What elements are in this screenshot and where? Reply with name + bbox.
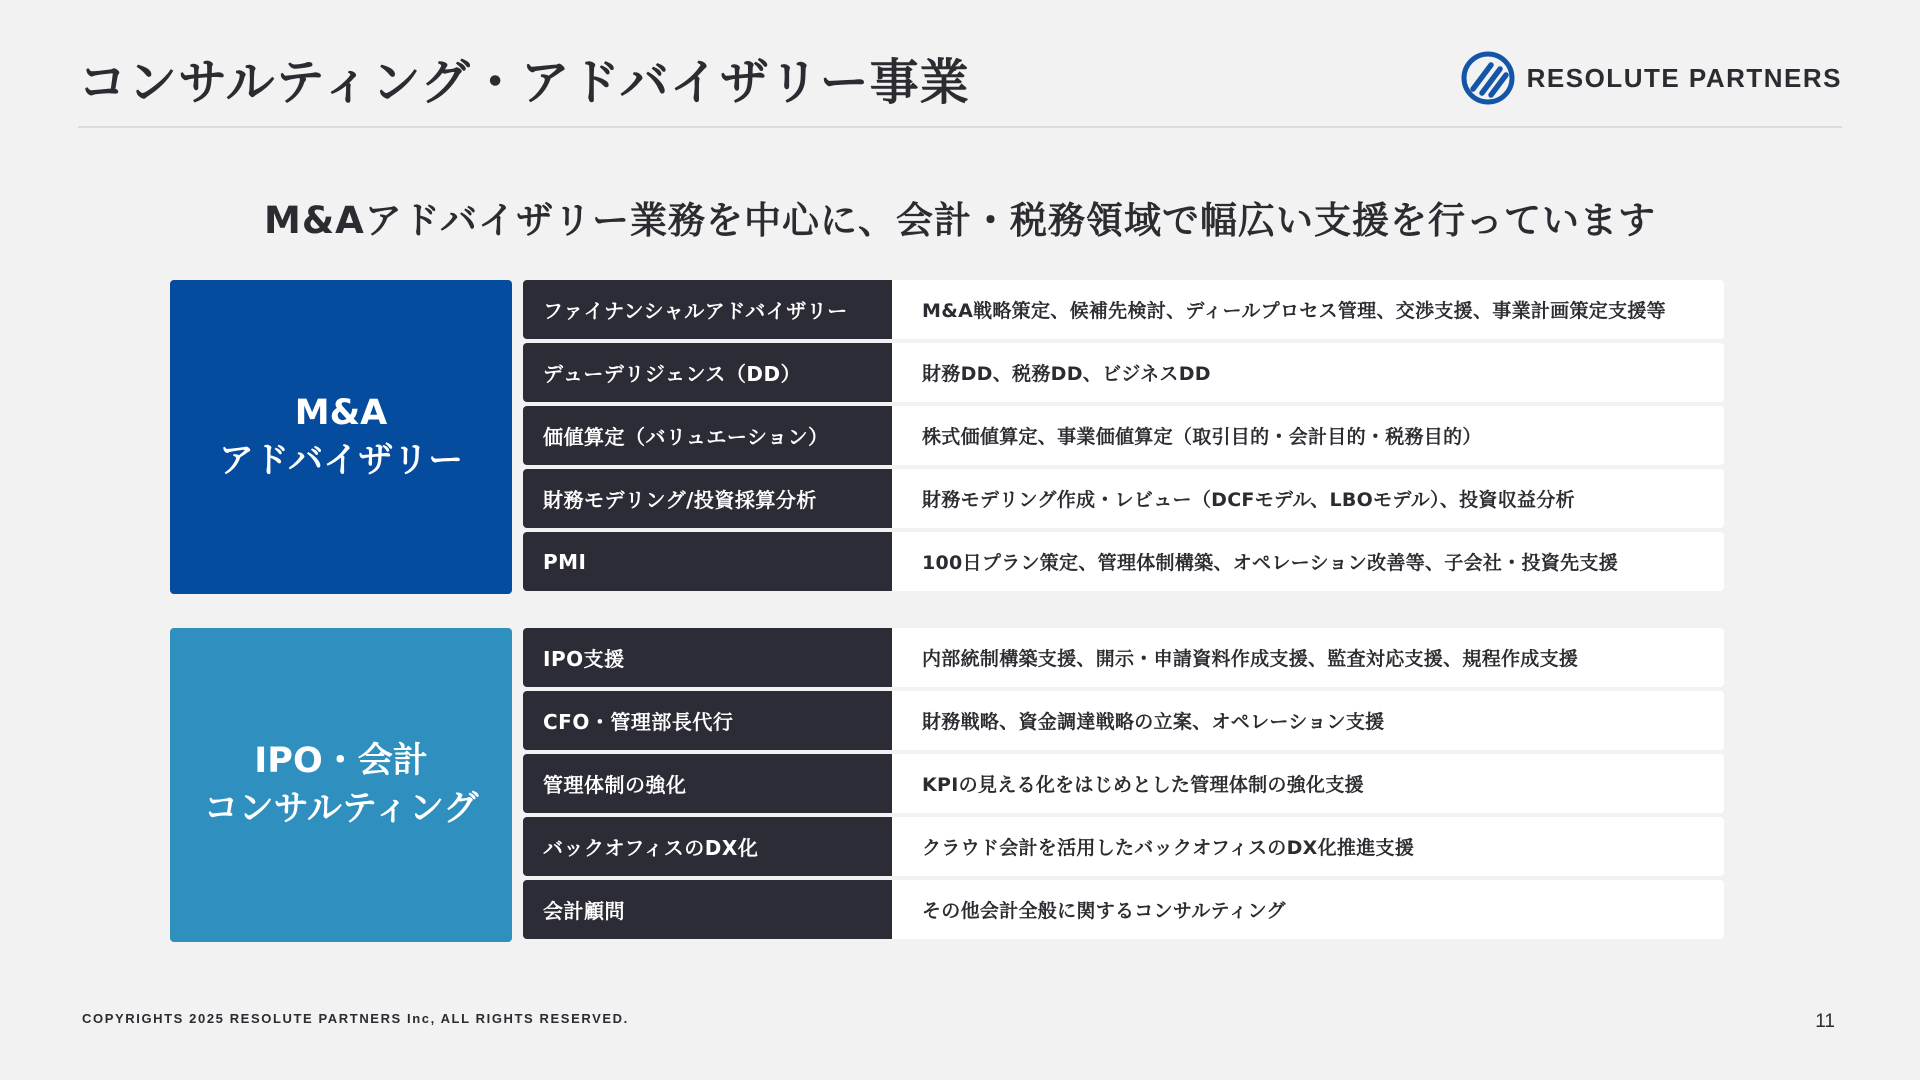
service-name: IPO支援 [523, 628, 892, 687]
service-description: 内部統制構築支援、開示・申請資料作成支援、監査対応支援、規程作成支援 [922, 648, 1579, 670]
service-name: 管理体制の強化 [523, 754, 892, 813]
service-row [523, 343, 1724, 402]
service-row [523, 280, 1724, 339]
service-description: 財務戦略、資金調達戦略の立案、オペレーション支援 [922, 711, 1385, 733]
service-row [523, 880, 1724, 939]
service-name: PMI [523, 532, 892, 591]
section-label-line1: M&A [294, 393, 388, 433]
service-description: 株式価値算定、事業価値算定（取引目的・会計目的・税務目的） [922, 426, 1482, 448]
service-row [523, 691, 1724, 750]
copyright-text: COPYRIGHTS 2025 RESOLUTE PARTNERS Inc, ALL RIGHTS RESERVED. [82, 1011, 629, 1026]
section-ipo-accounting [170, 628, 1724, 942]
section-label-line2: コンサルティング [203, 789, 479, 829]
section-label-line1: IPO・会計 [254, 741, 428, 781]
logo-text: RESOLUTE PARTNERS [1526, 62, 1842, 93]
service-name: 価値算定（バリュエーション） [523, 406, 892, 465]
service-row [523, 817, 1724, 876]
page-title: コンサルティング・アドバイザリー事業 [78, 54, 970, 111]
service-name: バックオフィスのDX化 [523, 817, 892, 876]
service-description: クラウド会計を活用したバックオフィスのDX化推進支援 [922, 837, 1415, 859]
service-name: デューデリジェンス（DD） [523, 343, 892, 402]
service-description: 財務DD、税務DD、ビジネスDD [922, 363, 1211, 385]
service-list [523, 280, 1724, 594]
service-description: KPIの見える化をはじめとした管理体制の強化支援 [922, 774, 1364, 796]
service-description: その他会計全般に関するコンサルティング [922, 900, 1286, 922]
service-description: M&A戦略策定、候補先検討、ディールプロセス管理、交渉支援、事業計画策定支援等 [922, 300, 1666, 322]
service-name: 財務モデリング/投資採算分析 [523, 469, 892, 528]
service-row [523, 628, 1724, 687]
page-number: 11 [1815, 1011, 1835, 1032]
resolute-partners-logo-icon [1461, 51, 1515, 105]
service-row [523, 406, 1724, 465]
service-description: 100日プラン策定、管理体制構築、オペレーション改善等、子会社・投資先支援 [922, 552, 1619, 574]
service-name: CFO・管理部長代行 [523, 691, 892, 750]
title-divider [78, 126, 1842, 128]
section-label-line2: アドバイザリー [218, 441, 464, 481]
section-label-ipo-accounting [170, 628, 512, 942]
service-row [523, 754, 1724, 813]
service-name: 会計顧問 [523, 880, 892, 939]
service-row [523, 469, 1724, 528]
service-row [523, 532, 1724, 591]
service-description: 財務モデリング作成・レビュー（DCFモデル、LBOモデル）、投資収益分析 [922, 489, 1575, 511]
service-name: ファイナンシャルアドバイザリー [523, 280, 892, 339]
company-logo [1461, 50, 1842, 106]
section-subtitle: M&Aアドバイザリー業務を中心に、会計・税務領域で幅広い支援を行っています [264, 199, 1656, 242]
section-ma-advisory [170, 280, 1724, 594]
service-list [523, 628, 1724, 942]
section-label-ma-advisory [170, 280, 512, 594]
